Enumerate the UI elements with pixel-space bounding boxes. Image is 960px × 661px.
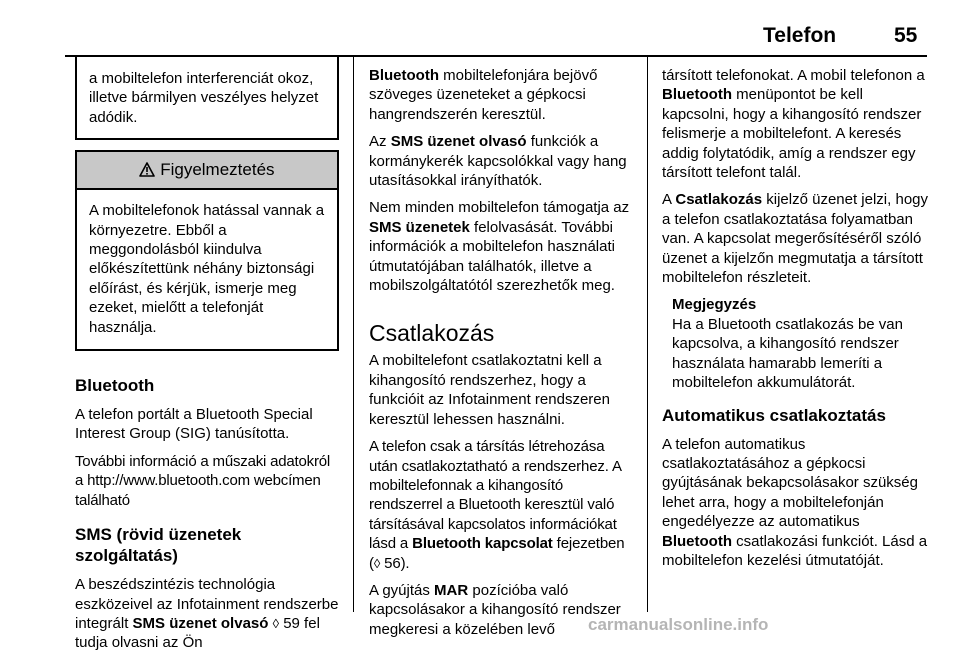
col2-p2-text-b: funkciók a kormánykerék kapcsolókkal vagy hang utasításokkal irányíthatók. bbox=[369, 133, 627, 190]
connection-heading: Csatlakozás bbox=[369, 320, 495, 347]
page-ref-arrow-icon: ◊ bbox=[272, 615, 280, 631]
sms-paragraph bbox=[75, 575, 339, 653]
col3-p1-text-b: menüpontot be kell kapcsolni, hogy a kihangosító rendszer felismerje a mobiltelefont. A keresés addig folytatódik, amíg a rendszer egy társított telefont talál. bbox=[662, 86, 922, 182]
column-separator-2 bbox=[647, 57, 648, 612]
col3-paragraph-2 bbox=[662, 190, 932, 287]
col2-p1-text: mobiltelefonjára bejövő szöveges üzeneteket a gépkocsi hangrendszerén keresztül. bbox=[369, 67, 598, 123]
conn-p3-text-a: A gyújtás bbox=[369, 581, 435, 599]
warning-triangle-icon bbox=[139, 160, 160, 179]
page-header-title: Telefon bbox=[763, 24, 837, 47]
conn-p2-text-a: A telefon csak a társítás létrehozása után csatlakoztatható a rendszerhez. A mobiltelefonnak a kihangosító rendszerrel a Bluetooth keresztül való társításával kapcsolatos információkat lásd a bbox=[369, 438, 621, 553]
bluetooth-paragraph-2: További információ a műszaki adatokról a http://www.bluetooth.com webcímen található bbox=[75, 452, 331, 509]
connection-paragraph-2 bbox=[369, 437, 633, 573]
auto-connect-paragraph bbox=[662, 435, 932, 571]
sms-reader-term: SMS üzenet olvasó bbox=[132, 614, 269, 632]
sms-text-a: A beszédszintézis technológia eszközeivel az Infotainment rendszerbe integrált bbox=[75, 576, 339, 632]
col2-p3-text-a: Nem minden mobiltelefon támogatja az bbox=[369, 199, 630, 217]
sms-text-b: fel tudja olvasni az Ön bbox=[75, 614, 320, 652]
bluetooth-connection-term: Bluetooth kapcsolat bbox=[412, 535, 553, 553]
column-separator-1 bbox=[353, 57, 354, 612]
sms-page-ref[interactable]: 59 bbox=[283, 614, 300, 632]
continued-note-box bbox=[75, 57, 339, 140]
col3-p1-text-a: társított telefonokat. A mobil telefonon a bbox=[662, 67, 925, 84]
intro-text: a mobiltelefon interferenciát okoz, illetve bármilyen veszélyes helyzet adódik. bbox=[89, 70, 319, 126]
warning-title: Figyelmeztetés bbox=[160, 160, 275, 180]
auto-text-a: A telefon automatikus csatlakoztatásához a gépkocsi gyújtásának bekapcsolásakor szükség lehet arra, hogy a mobiltelefonján engedélyezze az automatikus bbox=[662, 435, 918, 531]
sms-heading: SMS (rövid üzenetek szolgáltatás) bbox=[75, 525, 242, 566]
col2-paragraph-3 bbox=[369, 198, 633, 295]
mar-term: MAR bbox=[434, 581, 469, 599]
col2-paragraph-2 bbox=[369, 132, 633, 190]
col3-p2-text-b: kijelző üzenet jelzi, hogy a telefon csatlakoztatása folyamatban van. A kapcsolat megerősítéséről szóló üzenet a kijelzőn megmutatja a társított mobiltelefon részleteit. bbox=[662, 191, 929, 287]
sms-reader-term: SMS üzenet olvasó bbox=[390, 133, 527, 151]
column-2 bbox=[369, 66, 633, 647]
column-3 bbox=[662, 66, 932, 578]
bluetooth-term: Bluetooth bbox=[662, 86, 732, 104]
warning-body: A mobiltelefonok hatással vannak a környezetre. Ebből a meggondolásból kiindulva előkészítettünk néhány biztonsági előírást, és kérjük, ismerje meg ezeket, mielőtt a telefonját használja. bbox=[89, 202, 325, 336]
connection-paragraph-1: A mobiltelefont csatlakoztatni kell a kihangosító rendszerhez, hogy a funkcióit az Infotainment rendszeren keresztül lehessen használni. bbox=[369, 352, 610, 428]
note-title: Megjegyzés bbox=[672, 296, 757, 314]
conn-p2-text-b: fejezetben ( bbox=[369, 535, 625, 572]
bluetooth-paragraph-1: A telefon portált a Bluetooth Special Interest Group (SIG) tanúsította. bbox=[75, 406, 313, 443]
col3-paragraph-1 bbox=[662, 66, 932, 182]
connecting-term: Csatlakozás bbox=[675, 191, 763, 209]
conn-page-ref[interactable]: 56 bbox=[384, 554, 401, 572]
bluetooth-heading: Bluetooth bbox=[75, 376, 155, 396]
column-1 bbox=[75, 57, 339, 661]
col3-p2-text-a: A bbox=[662, 191, 676, 209]
warning-box bbox=[75, 150, 339, 351]
conn-p2-text-c: ). bbox=[400, 554, 410, 572]
conn-p3-text-b: pozícióba való kapcsolásakor a kihangosító rendszer megkeresi a közelében levő bbox=[369, 581, 621, 638]
col2-p3-text-b: felolvasását. További információk a mobiltelefon használati útmutatójában találhatók, illetve a mobilszolgáltatótól szerezhetők meg. bbox=[369, 218, 615, 295]
col2-p2-text-a: Az bbox=[369, 133, 391, 151]
sms-messages-term: SMS üzenetek bbox=[369, 218, 470, 236]
auto-connect-heading: Automatikus csatlakoztatás bbox=[662, 405, 886, 425]
col2-paragraph-1 bbox=[369, 66, 633, 124]
bluetooth-term: Bluetooth bbox=[369, 67, 439, 84]
watermark: carmanualsonline.info bbox=[588, 615, 769, 634]
note-text: Ha a Bluetooth csatlakozás be van kapcsolva, a kihangosító rendszer használata hamarabb lemeríti a mobiltelefon akkumulátorát. bbox=[672, 315, 903, 392]
page-ref-arrow-icon: ◊ bbox=[373, 555, 381, 571]
auto-text-b: csatlakozási funkciót. Lásd a mobiltelefon kezelési útmutatóját. bbox=[662, 532, 928, 569]
note-block bbox=[662, 295, 932, 392]
warning-header bbox=[77, 152, 337, 190]
bluetooth-term: Bluetooth bbox=[662, 532, 732, 550]
page-number: 55 bbox=[894, 24, 918, 47]
